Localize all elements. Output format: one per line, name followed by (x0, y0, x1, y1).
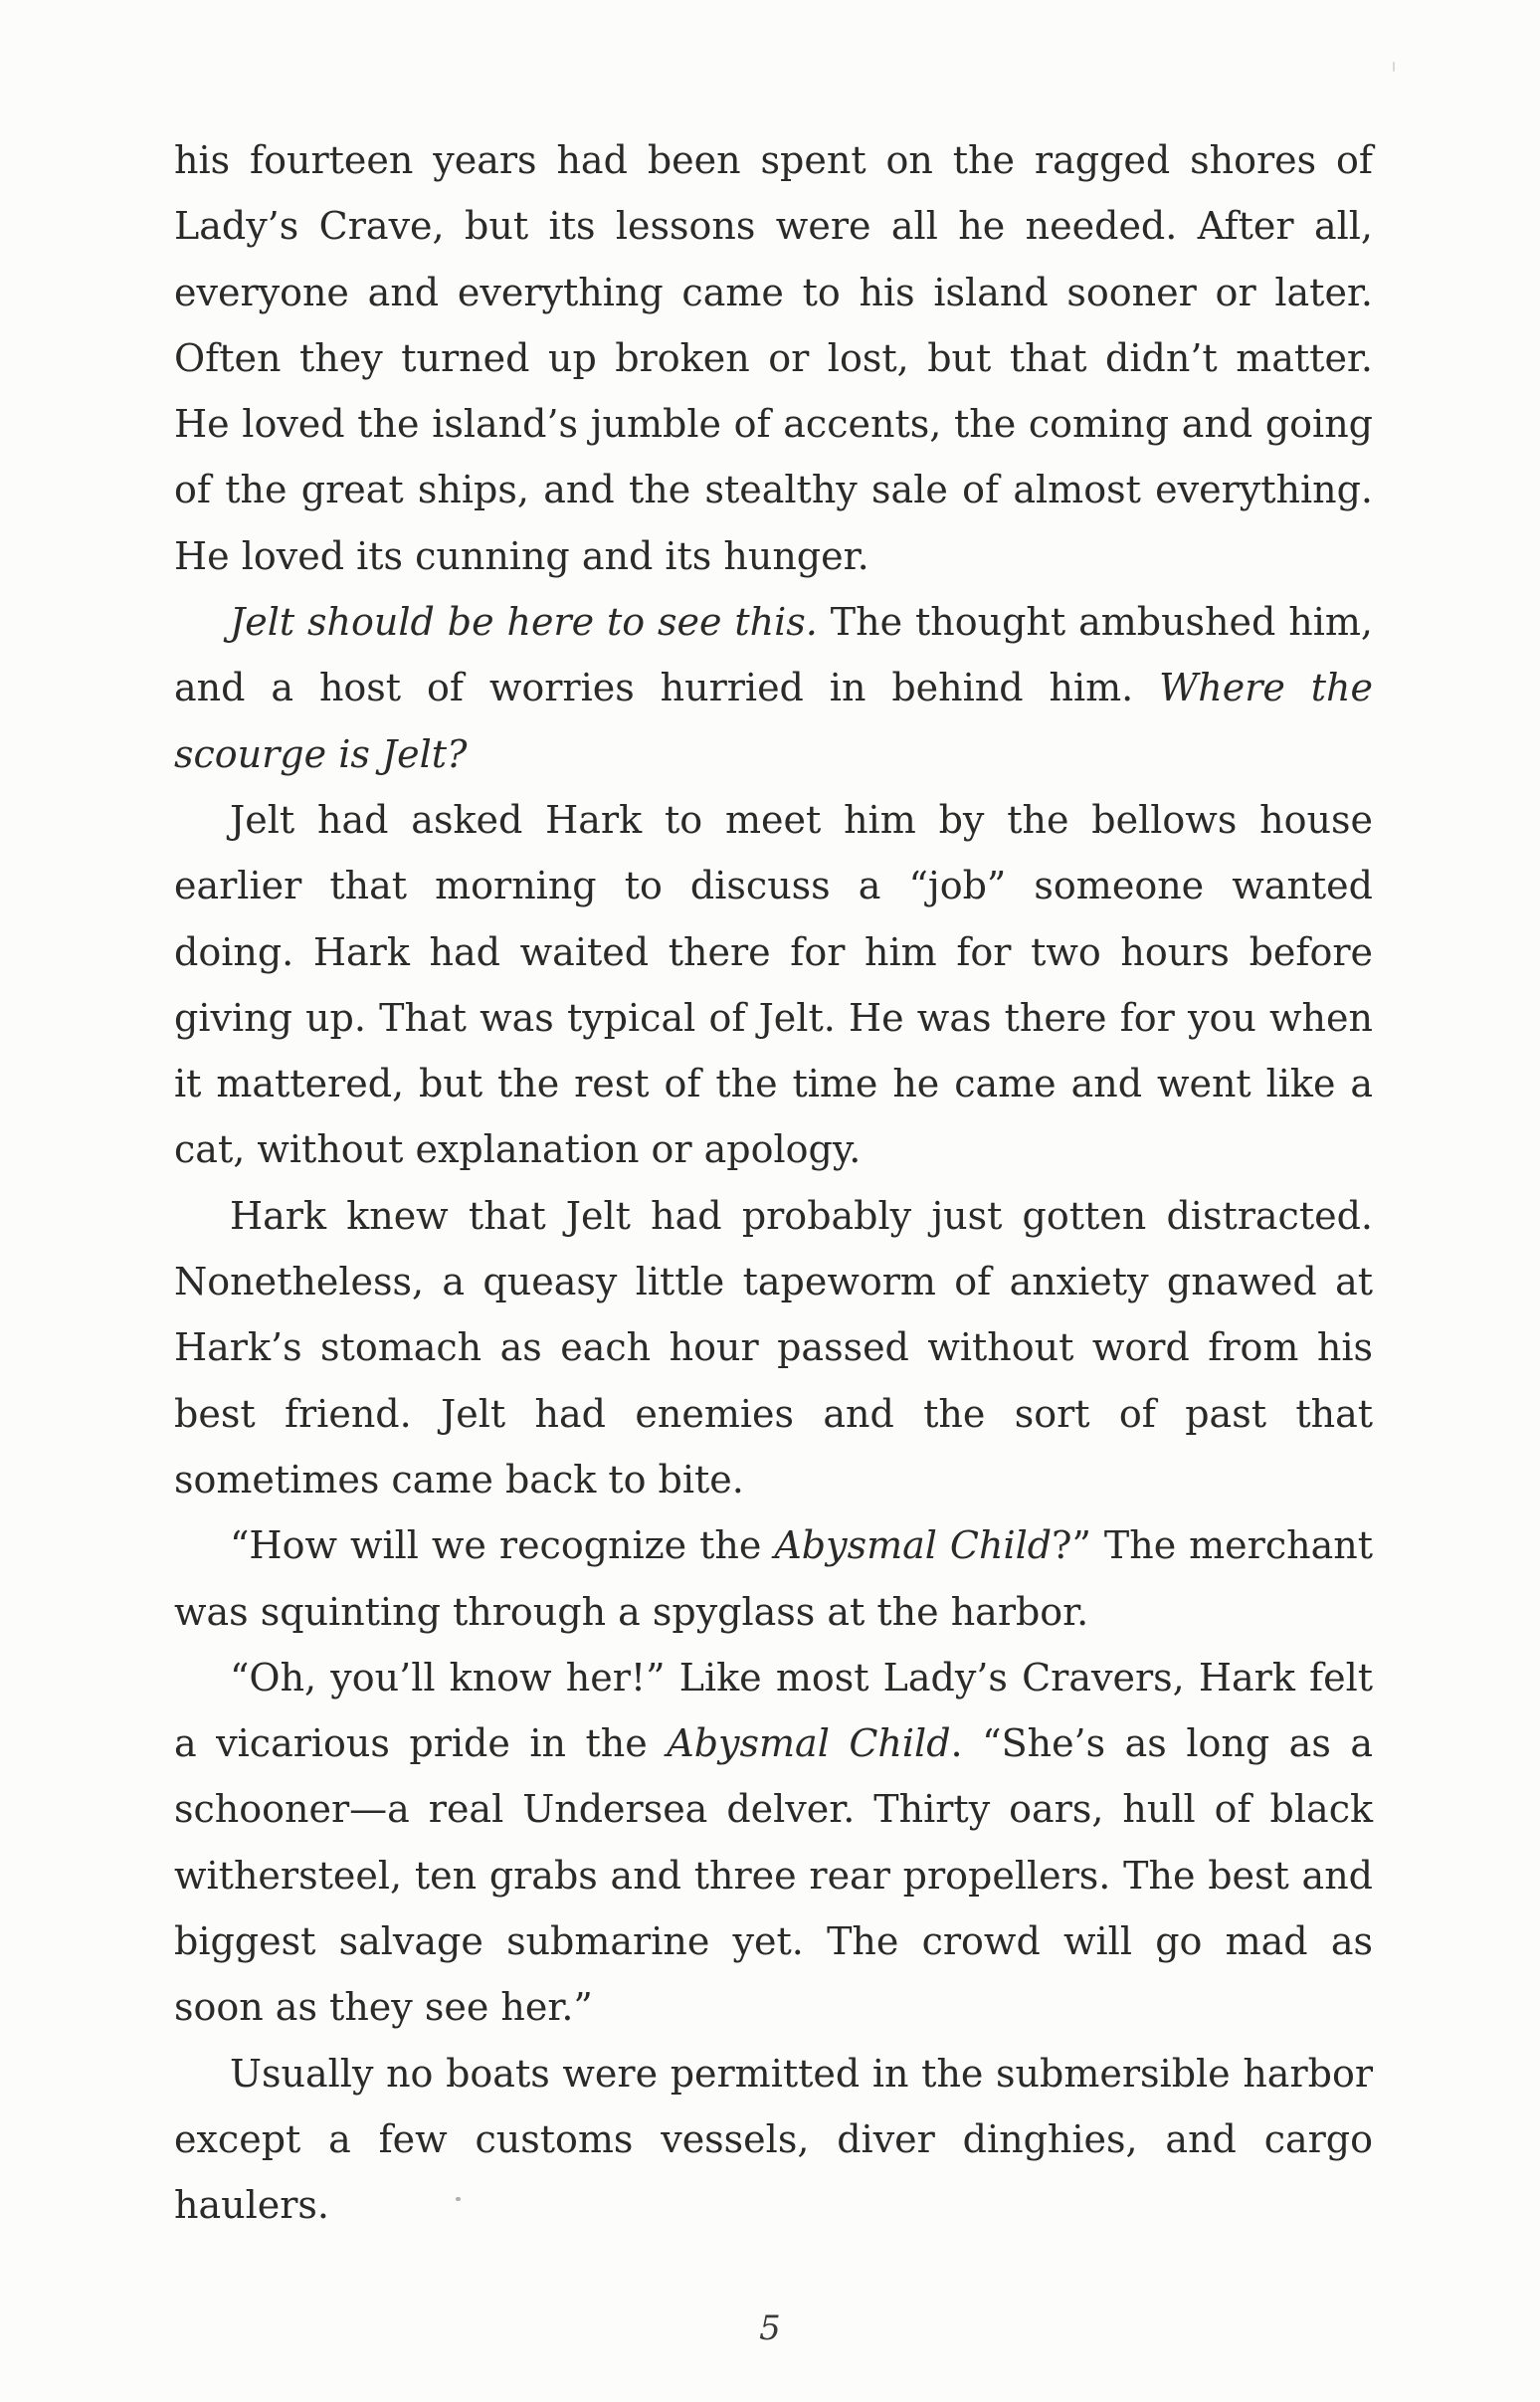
body-text (174, 127, 1373, 2239)
paragraph-2 (174, 589, 1373, 787)
paragraph-2-italic-question: Where the scourge is Jelt? (174, 666, 1373, 776)
paragraph-5-text-a: “How will we recognize the (230, 1523, 775, 1568)
paragraph-7 (174, 2041, 1373, 2239)
paragraph-2-italic-thought: Jelt should be here to see this. (230, 600, 818, 645)
paragraph-2-text: The thought ambushed him, and a host of worries hurried in behind him. (174, 600, 1373, 710)
paragraph-3-text: Jelt had asked Hark to meet him by the bellows house earlier that morning to discuss a “job” someone wanted doing. Hark had waited there for him for two hours before giving up. That was typical of Jelt. He was there for you when it mattered, but the rest of the time he came and went like a cat, without explanation or apology. (174, 797, 1373, 1172)
paragraph-6 (174, 1645, 1373, 2041)
paragraph-5 (174, 1512, 1373, 1645)
paragraph-5-text-b: ?” The merchant was squinting through a spyglass at the harbor. (174, 1523, 1373, 1634)
paragraph-4-text: Hark knew that Jelt had probably just gotten distracted. Nonetheless, a queasy little tapeworm of anxiety gnawed at Hark’s stomach as each hour passed without word from his best friend. Jelt had enemies and the sort of past that sometimes came back to bite. (174, 1193, 1373, 1501)
paragraph-1-text: his fourteen years had been spent on the ragged shores of Lady’s Crave, but its lessons were all he needed. After all, everyone and everything came to his island sooner or later. Often they turned up broken or lost, but that didn’t matter. He loved the island’s jumble of accents, the coming and going of the great ships, and the stealthy sale of almost everything. He loved its cunning and its hunger. (174, 138, 1373, 578)
page-number: 5 (759, 2308, 781, 2348)
scan-speck (456, 2197, 461, 2201)
paragraph-6-text-a: “Oh, you’ll know her!” Like most Lady’s Cravers, Hark felt a vicarious pride in the (174, 1655, 1373, 1766)
paragraph-6-text-b: . “She’s as long as a schooner—a real Undersea delver. Thirty oars, hull of black withersteel, ten grabs and three rear propellers. The best and biggest salvage submarine yet. The crowd will go mad as soon as they see her.” (174, 1721, 1373, 2030)
paragraph-1 (174, 127, 1373, 589)
scan-speck (1393, 62, 1395, 72)
paragraph-4 (174, 1183, 1373, 1512)
paragraph-6-ship-name: Abysmal Child (667, 1721, 951, 1766)
paragraph-5-ship-name: Abysmal Child (774, 1523, 1053, 1568)
paragraph-7-text: Usually no boats were permitted in the submersible harbor except a few customs vessels, diver dinghies, and cargo haulers. (174, 2051, 1373, 2228)
paragraph-3 (174, 787, 1373, 1183)
